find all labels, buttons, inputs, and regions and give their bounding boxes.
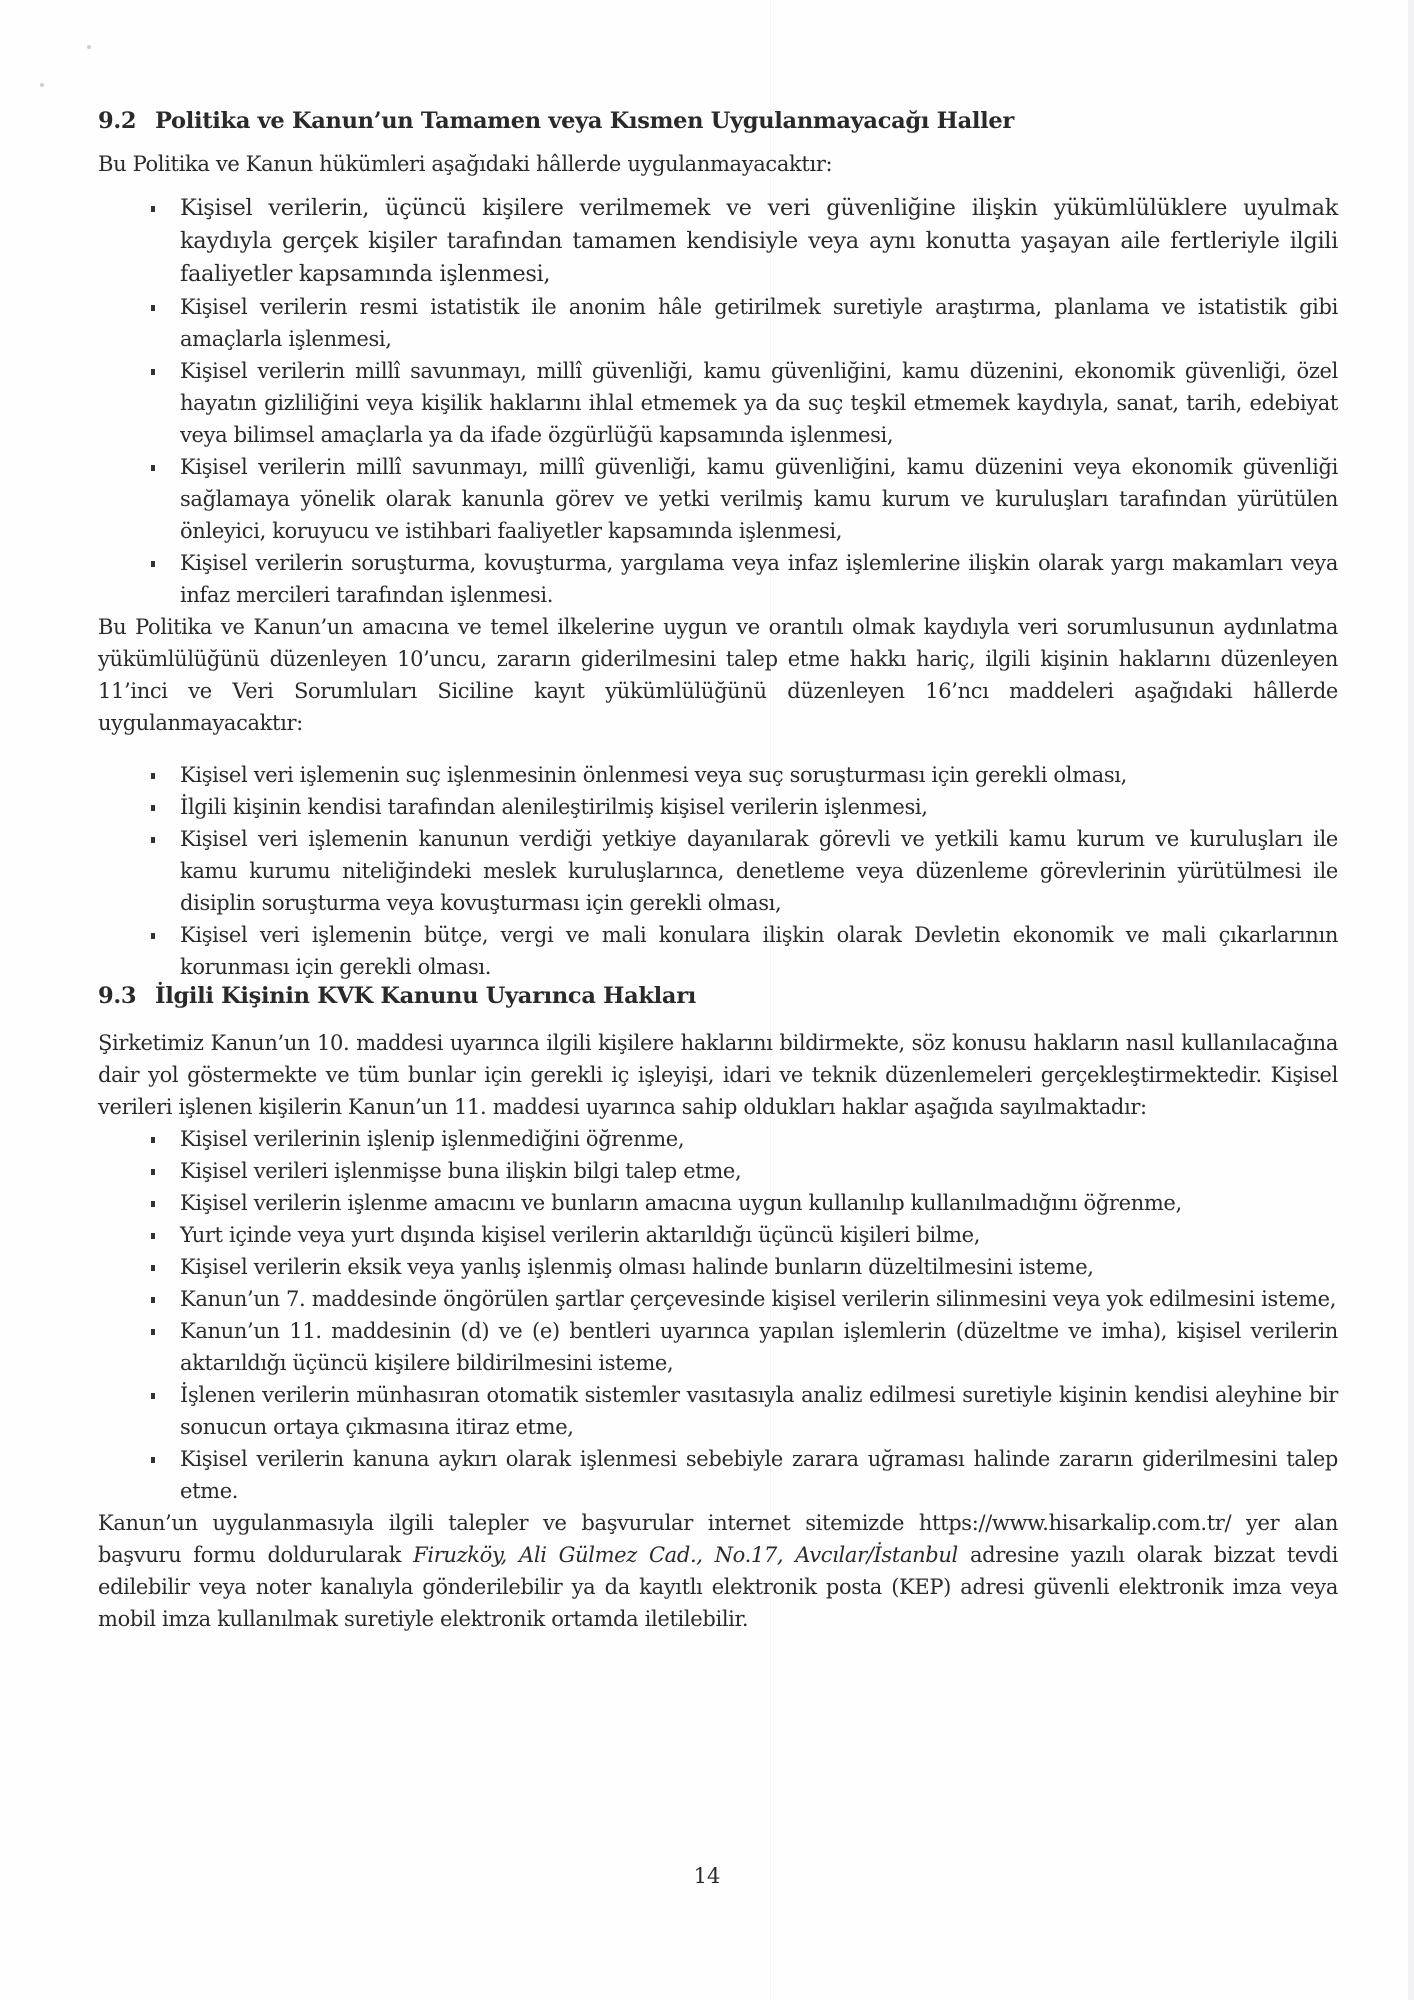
scan-edge <box>1408 0 1414 2000</box>
list-item <box>98 823 1338 919</box>
list-item-text: Kişisel verilerinin işlenip işlenmediğini öğrenme, <box>180 1127 685 1151</box>
section-title: Politika ve Kanun’un Tamamen veya Kısmen Uygulanmayacağı Haller <box>155 108 1014 134</box>
bullet-icon <box>151 1393 155 1399</box>
list-item <box>98 451 1338 547</box>
rights-intro-paragraph: Şirketimiz Kanun’un 10. maddesi uyarınca ilgili kişilere haklarını bildirmekte, söz konusu hakların nasıl kullanılacağına dair yol göstermekte ve tüm bunlar için gerekli iç işleyişi, idari ve teknik düzenlemeleri gerçekleştirmektedir. Kişisel verileri işlenen kişilerin Kanun’un 11. maddesi uyarınca sahip oldukları haklar aşağıda sayılmaktadır: <box>98 1031 1338 1119</box>
list-item <box>98 791 1338 823</box>
list-item <box>98 547 1338 611</box>
page-number: 14 <box>693 1864 721 1888</box>
rights-list <box>98 1123 1338 1507</box>
section-number: 9.2 <box>98 108 137 134</box>
list-item-text: Kişisel verilerin millî savunmayı, millî güvenliği, kamu güvenliğini, kamu düzenini, ekonomik güvenliği, özel hayatın gizliliğini veya kişilik haklarını ihlal etmemek ya da suç teşkil etmemek kaydıyla, sanat, tarih, edebiyat veya bilimsel amaçlarla ya da ifade özgürlüğü kapsamında işlenmesi, <box>180 359 1338 447</box>
list-item <box>98 1251 1338 1283</box>
section-number: 9.3 <box>98 983 137 1009</box>
list-item-text: Kişisel verilerin resmi istatistik ile anonim hâle getirilmek suretiyle araştırma, planlama ve istatistik gibi amaçlarla işlenmesi, <box>180 295 1338 351</box>
bullet-icon <box>151 933 155 939</box>
bullet-icon <box>151 1297 155 1303</box>
bullet-icon <box>151 805 155 811</box>
closing-text: yer alan başvuru formu doldurularak <box>98 1511 1339 1567</box>
list-item <box>98 1187 1338 1219</box>
bullet-icon <box>151 1265 155 1271</box>
list-item-text: Kişisel verileri işlenmişse buna ilişkin bilgi talep etme, <box>180 1159 742 1183</box>
bullet-icon <box>151 465 155 471</box>
bullet-icon <box>151 1201 155 1207</box>
exemption-list <box>98 192 1338 611</box>
bullet-icon <box>151 1233 155 1239</box>
bullet-icon <box>151 1329 155 1335</box>
list-item-text: Kişisel veri işlemenin suç işlenmesinin önlenmesi veya suç soruşturması için gerekli olması, <box>180 763 1127 787</box>
bullet-icon <box>151 369 155 375</box>
bullet-icon <box>151 837 155 843</box>
partial-exemption-paragraph: Bu Politika ve Kanun’un amacına ve temel ilkelerine uygun ve orantılı olmak kaydıyla veri sorumlusunun aydınlatma yükümlülüğünü düzenleyen 10’uncu, zararın giderilmesini talep etme hakkı hariç, ilgili kişinin haklarını düzenleyen 11’inci ve Veri Sorumluları Siciline kayıt yükümlülüğünü düzenleyen 16’ncı maddeleri aşağıdaki hâllerde uygulanmayacaktır: <box>98 615 1338 735</box>
list-item <box>98 355 1338 451</box>
list-item-text: Kişisel veri işlemenin bütçe, vergi ve mali konulara ilişkin olarak Devletin ekonomik ve mali çıkarlarının korunması için gerekli olması. <box>180 923 1338 979</box>
list-item-text: Kişisel verilerin millî savunmayı, millî güvenliği, kamu güvenliğini, kamu düzenini veya ekonomik güvenliği sağlamaya yönelik olarak kanunla görev ve yetki verilmiş kamu kurum ve kuruluşları tarafından yürütülen önleyici, koruyucu ve istihbari faaliyetler kapsamında işlenmesi, <box>180 455 1338 543</box>
section-heading-9-2 <box>98 108 1338 134</box>
bullet-icon <box>151 1457 155 1463</box>
list-item <box>98 919 1338 983</box>
section-title: İlgili Kişinin KVK Kanunu Uyarınca Hakları <box>155 983 697 1009</box>
closing-text: adresine yazılı olarak bizzat tevdi edilebilir veya noter kanalıyla gönderilebilir ya da kayıtlı elektronik posta (KEP) adresi güvenli elektronik imza veya mobil imza kullanılmak suretiyle elektronik ortamda iletilebilir. <box>98 1543 1338 1631</box>
company-address: Firuzköy, Ali Gülmez Cad., No.17, Avcılar/İstanbul <box>413 1543 958 1567</box>
list-item-text: Kişisel veri işlemenin kanunun verdiği yetkiye dayanılarak görevli ve yetkili kamu kurum ve kuruluşları ile kamu kurumu niteliğindeki meslek kuruluşlarınca, denetleme veya düzenleme görevlerinin yürütülmesi ile disiplin soruşturma veya kovuşturması için gerekli olması, <box>180 827 1338 915</box>
list-item <box>98 192 1338 291</box>
list-item <box>98 1379 1338 1443</box>
scan-speck <box>87 45 91 49</box>
list-item <box>98 759 1338 791</box>
application-paragraph <box>98 1507 1338 1635</box>
list-item-text: Kanun’un 7. maddesinde öngörülen şartlar çerçevesinde kişisel verilerin silinmesini veya yok edilmesini isteme, <box>180 1287 1337 1311</box>
bullet-icon <box>151 305 155 311</box>
list-item-text: Kişisel verilerin, üçüncü kişilere verilmemek ve veri güvenliğine ilişkin yükümlülüklere uyulmak kaydıyla gerçek kişiler tarafından tamamen kendisiyle veya aynı konutta yaşayan aile fertleriyle ilgili faaliyetler kapsamında işlenmesi, <box>180 195 1338 287</box>
section-intro: Bu Politika ve Kanun hükümleri aşağıdaki hâllerde uygulanmayacaktır: <box>98 152 833 176</box>
bullet-icon <box>151 206 155 212</box>
bullet-icon <box>151 1137 155 1143</box>
list-item <box>98 1155 1338 1187</box>
list-item <box>98 1123 1338 1155</box>
bullet-icon <box>151 561 155 567</box>
closing-text: Kanun’un uygulanmasıyla ilgili talepler ve başvurular internet sitemizde <box>98 1511 919 1535</box>
section-heading-9-3 <box>98 983 1338 1009</box>
bullet-icon <box>151 1169 155 1175</box>
list-item <box>98 1283 1338 1315</box>
bullet-icon <box>151 773 155 779</box>
list-item-text: Kişisel verilerin soruşturma, kovuşturma, yargılama veya infaz işlemlerine ilişkin olarak yargı makamları veya infaz mercileri tarafından işlenmesi. <box>180 551 1338 607</box>
list-item <box>98 291 1338 355</box>
list-item-text: Kişisel verilerin işlenme amacını ve bunların amacına uygun kullanılıp kullanılmadığını öğrenme, <box>180 1191 1182 1215</box>
list-item <box>98 1443 1338 1507</box>
list-item-text: Kanun’un 11. maddesinin (d) ve (e) bentleri uyarınca yapılan işlemlerin (düzeltme ve imha), kişisel verilerin aktarıldığı üçüncü kişilere bildirilmesini isteme, <box>180 1319 1338 1375</box>
list-item-text: İşlenen verilerin münhasıran otomatik sistemler vasıtasıyla analiz edilmesi suretiyle kişinin kendisi aleyhine bir sonucun ortaya çıkmasına itiraz etme, <box>180 1383 1338 1439</box>
page-content <box>98 108 1338 1635</box>
list-item-text: İlgili kişinin kendisi tarafından alenileştirilmiş kişisel verilerin işlenmesi, <box>180 795 928 819</box>
website-link[interactable]: https://www.hisarkalip.com.tr/ <box>918 1511 1232 1535</box>
list-item <box>98 1315 1338 1379</box>
list-item-text: Kişisel verilerin eksik veya yanlış işlenmiş olması halinde bunların düzeltilmesini isteme, <box>180 1255 1094 1279</box>
list-item-text: Kişisel verilerin kanuna aykırı olarak işlenmesi sebebiyle zarara uğraması halinde zararın giderilmesini talep etme. <box>180 1447 1338 1503</box>
scan-speck <box>40 83 44 87</box>
partial-exemption-list <box>98 759 1338 983</box>
list-item <box>98 1219 1338 1251</box>
list-item-text: Yurt içinde veya yurt dışında kişisel verilerin aktarıldığı üçüncü kişileri bilme, <box>180 1223 981 1247</box>
